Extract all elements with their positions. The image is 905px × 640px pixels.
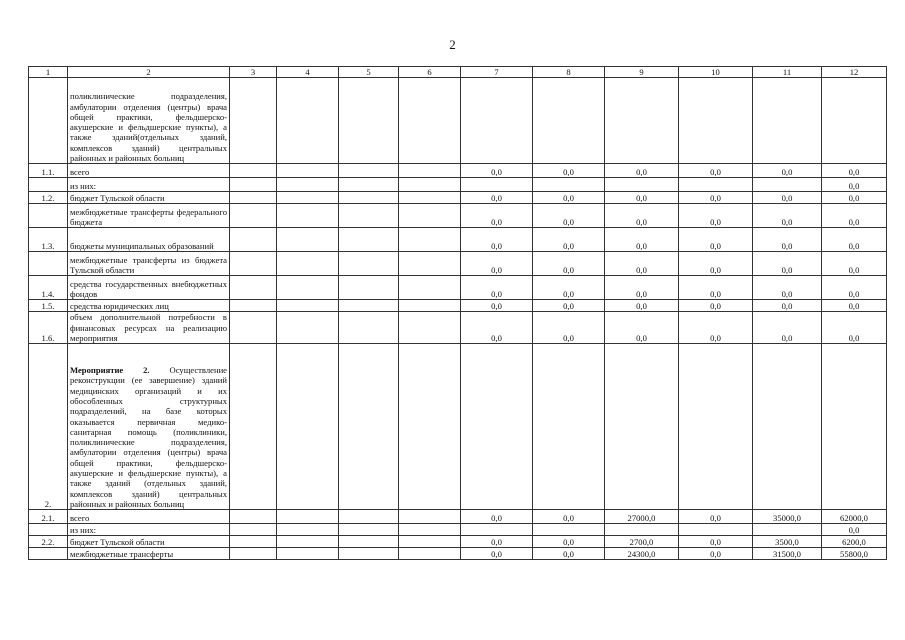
value-cell-v7: 0,0	[461, 164, 533, 178]
row-number	[29, 252, 68, 276]
value-cell-v7: 0,0	[461, 536, 533, 548]
empty-cell	[277, 524, 339, 536]
row-number: 1.2.	[29, 192, 68, 204]
empty-cell	[399, 164, 461, 178]
value-cell-v10: 0,0	[679, 536, 753, 548]
value-cell-v7: 0,0	[461, 204, 533, 228]
empty-cell	[230, 178, 277, 192]
value-cell-v12	[822, 78, 887, 164]
value-cell-v9	[605, 78, 679, 164]
empty-cell	[230, 312, 277, 344]
empty-cell	[339, 300, 399, 312]
empty-cell	[399, 312, 461, 344]
table-row	[29, 524, 887, 536]
row-description	[68, 204, 230, 228]
value-cell-v8: 0,0	[533, 204, 605, 228]
empty-cell	[277, 548, 339, 560]
value-cell-v10	[679, 178, 753, 192]
empty-cell	[230, 524, 277, 536]
value-cell-v12: 0,0	[822, 192, 887, 204]
header-cell: 11	[753, 67, 822, 78]
table-row	[29, 164, 887, 178]
row-description-text: из них:	[70, 181, 97, 191]
row-number: 2.1.	[29, 510, 68, 524]
value-cell-v9: 27000,0	[605, 510, 679, 524]
value-cell-v12: 62000,0	[822, 510, 887, 524]
row-description-text: бюджеты муниципальных образований	[70, 241, 214, 251]
row-description	[68, 548, 230, 560]
empty-cell	[399, 204, 461, 228]
empty-cell	[399, 78, 461, 164]
value-cell-v7: 0,0	[461, 276, 533, 300]
header-cell: 12	[822, 67, 887, 78]
value-cell-v9	[605, 344, 679, 510]
empty-cell	[339, 78, 399, 164]
table-row	[29, 228, 887, 252]
empty-cell	[399, 344, 461, 510]
header-cell: 10	[679, 67, 753, 78]
row-description	[68, 228, 230, 252]
value-cell-v10: 0,0	[679, 312, 753, 344]
empty-cell	[339, 178, 399, 192]
row-description-text: всего	[70, 512, 90, 523]
value-cell-v7	[461, 344, 533, 510]
empty-cell	[277, 276, 339, 300]
empty-cell	[339, 510, 399, 524]
value-cell-v7: 0,0	[461, 312, 533, 344]
row-description-text: межбюджетные трансферты федерального бюджета	[70, 206, 227, 227]
empty-cell	[339, 276, 399, 300]
empty-cell	[230, 300, 277, 312]
header-cell: 1	[29, 67, 68, 78]
value-cell-v11: 0,0	[753, 164, 822, 178]
empty-cell	[230, 78, 277, 164]
row-description-text: Осуществление реконструкции (ее завершение) зданий медицинских организаций и их обособленных структурных подразделений, на базе которых оказывается первичная медико-санитарная помощь (поликлиники, поликлинические подразделения, амбулатории отделения (центры) врача общей практики, фельдшерско-акушерские и фельдшерские пункты), а также зданий (отдельных зданий, комплексов зданий) центральных районных и районных больниц	[70, 365, 227, 509]
row-number: 2.	[29, 344, 68, 510]
row-description	[68, 524, 230, 536]
empty-cell	[339, 192, 399, 204]
value-cell-v8: 0,0	[533, 548, 605, 560]
empty-cell	[399, 178, 461, 192]
empty-cell	[277, 252, 339, 276]
empty-cell	[277, 228, 339, 252]
table-row	[29, 548, 887, 560]
page-number: 2	[449, 37, 456, 52]
value-cell-v8	[533, 344, 605, 510]
row-number: 1.3.	[29, 228, 68, 252]
row-number: 1.4.	[29, 276, 68, 300]
value-cell-v8	[533, 78, 605, 164]
value-cell-v11: 0,0	[753, 228, 822, 252]
value-cell-v12: 0,0	[822, 524, 887, 536]
empty-cell	[399, 524, 461, 536]
row-number: 1.1.	[29, 164, 68, 178]
empty-cell	[399, 192, 461, 204]
value-cell-v10: 0,0	[679, 510, 753, 524]
table-row	[29, 344, 887, 510]
value-cell-v10	[679, 78, 753, 164]
row-number: 1.6.	[29, 312, 68, 344]
row-description	[68, 344, 230, 510]
header-cell: 9	[605, 67, 679, 78]
value-cell-v7	[461, 178, 533, 192]
row-description-text: бюджет Тульской области	[70, 193, 165, 203]
empty-cell	[230, 164, 277, 178]
empty-cell	[399, 548, 461, 560]
empty-cell	[230, 536, 277, 548]
value-cell-v11: 35000,0	[753, 510, 822, 524]
header-row	[29, 67, 887, 78]
header-cell: 7	[461, 67, 533, 78]
value-cell-v10: 0,0	[679, 276, 753, 300]
table-row	[29, 536, 887, 548]
row-description-text: всего	[70, 167, 90, 177]
row-description-text: бюджет Тульской области	[70, 536, 165, 547]
empty-cell	[339, 536, 399, 548]
empty-cell	[339, 252, 399, 276]
value-cell-v9: 0,0	[605, 228, 679, 252]
value-cell-v12: 0,0	[822, 178, 887, 192]
value-cell-v12: 6200,0	[822, 536, 887, 548]
value-cell-v10: 0,0	[679, 548, 753, 560]
row-description	[68, 536, 230, 548]
empty-cell	[277, 192, 339, 204]
value-cell-v9: 0,0	[605, 204, 679, 228]
value-cell-v11	[753, 78, 822, 164]
empty-cell	[339, 204, 399, 228]
value-cell-v8: 0,0	[533, 192, 605, 204]
value-cell-v12: 0,0	[822, 312, 887, 344]
value-cell-v10: 0,0	[679, 228, 753, 252]
header-cell: 6	[399, 67, 461, 78]
empty-cell	[339, 524, 399, 536]
empty-cell	[230, 204, 277, 228]
empty-cell	[277, 204, 339, 228]
value-cell-v8: 0,0	[533, 300, 605, 312]
value-cell-v9: 0,0	[605, 300, 679, 312]
value-cell-v7: 0,0	[461, 510, 533, 524]
value-cell-v11: 0,0	[753, 312, 822, 344]
value-cell-v12: 55800,0	[822, 548, 887, 560]
value-cell-v8: 0,0	[533, 276, 605, 300]
value-cell-v12: 0,0	[822, 276, 887, 300]
header-cell: 3	[230, 67, 277, 78]
row-description	[68, 312, 230, 344]
value-cell-v9: 0,0	[605, 312, 679, 344]
empty-cell	[277, 178, 339, 192]
empty-cell	[277, 78, 339, 164]
empty-cell	[277, 164, 339, 178]
value-cell-v8	[533, 524, 605, 536]
header-cell: 2	[68, 67, 230, 78]
row-number	[29, 524, 68, 536]
row-description	[68, 78, 230, 164]
value-cell-v10: 0,0	[679, 252, 753, 276]
table-row	[29, 178, 887, 192]
value-cell-v11: 0,0	[753, 300, 822, 312]
empty-cell	[399, 300, 461, 312]
row-description	[68, 510, 230, 524]
value-cell-v8: 0,0	[533, 252, 605, 276]
value-cell-v7: 0,0	[461, 228, 533, 252]
empty-cell	[230, 344, 277, 510]
empty-cell	[230, 228, 277, 252]
value-cell-v11: 0,0	[753, 276, 822, 300]
value-cell-v11: 0,0	[753, 204, 822, 228]
row-description-text: объем дополнительной потребности в финансовых ресурсах на реализацию мероприятия	[70, 312, 227, 343]
value-cell-v7	[461, 524, 533, 536]
value-cell-v9: 0,0	[605, 164, 679, 178]
value-cell-v9: 0,0	[605, 192, 679, 204]
empty-cell	[399, 276, 461, 300]
empty-cell	[230, 192, 277, 204]
empty-cell	[230, 252, 277, 276]
row-number: 2.2.	[29, 536, 68, 548]
value-cell-v12: 0,0	[822, 252, 887, 276]
empty-cell	[230, 510, 277, 524]
value-cell-v8: 0,0	[533, 228, 605, 252]
table-row	[29, 510, 887, 524]
row-number	[29, 178, 68, 192]
header-cell: 8	[533, 67, 605, 78]
row-description-bold: Мероприятие 2.	[70, 365, 150, 376]
value-cell-v11	[753, 178, 822, 192]
row-description-text: средства государственных внебюджетных фондов	[70, 278, 227, 299]
value-cell-v10: 0,0	[679, 300, 753, 312]
value-cell-v7: 0,0	[461, 548, 533, 560]
row-description-text: межбюджетные трансферты	[70, 548, 174, 559]
value-cell-v9: 0,0	[605, 276, 679, 300]
row-description	[68, 300, 230, 312]
value-cell-v12: 0,0	[822, 204, 887, 228]
empty-cell	[277, 536, 339, 548]
value-cell-v7: 0,0	[461, 300, 533, 312]
budget-table	[28, 66, 887, 560]
empty-cell	[277, 510, 339, 524]
row-description	[68, 192, 230, 204]
row-description	[68, 252, 230, 276]
value-cell-v10: 0,0	[679, 164, 753, 178]
empty-cell	[399, 510, 461, 524]
row-number: 1.5.	[29, 300, 68, 312]
empty-cell	[399, 228, 461, 252]
table-row	[29, 204, 887, 228]
value-cell-v12: 0,0	[822, 228, 887, 252]
table-row	[29, 300, 887, 312]
row-description-text: поликлинические подразделения, амбулатории отделения (центры) врача общей практики, фельдшерско-акушерские и фельдшерские пункты), а также зданий(отдельных зданий, комплексов зданий) центральных районных и районных больниц	[70, 91, 227, 163]
value-cell-v8: 0,0	[533, 164, 605, 178]
row-description	[68, 276, 230, 300]
value-cell-v10: 0,0	[679, 204, 753, 228]
value-cell-v9: 0,0	[605, 252, 679, 276]
table-row	[29, 276, 887, 300]
value-cell-v11: 0,0	[753, 252, 822, 276]
row-number	[29, 204, 68, 228]
value-cell-v9: 2700,0	[605, 536, 679, 548]
empty-cell	[339, 344, 399, 510]
row-number	[29, 548, 68, 560]
empty-cell	[339, 548, 399, 560]
table-row	[29, 78, 887, 164]
value-cell-v9	[605, 178, 679, 192]
value-cell-v10	[679, 524, 753, 536]
header-cell: 4	[277, 67, 339, 78]
header-cell: 5	[339, 67, 399, 78]
empty-cell	[339, 312, 399, 344]
value-cell-v11	[753, 344, 822, 510]
value-cell-v11	[753, 524, 822, 536]
value-cell-v11: 31500,0	[753, 548, 822, 560]
value-cell-v12	[822, 344, 887, 510]
value-cell-v12: 0,0	[822, 300, 887, 312]
value-cell-v10: 0,0	[679, 192, 753, 204]
row-description	[68, 164, 230, 178]
value-cell-v9	[605, 524, 679, 536]
value-cell-v8	[533, 178, 605, 192]
value-cell-v9: 24300,0	[605, 548, 679, 560]
empty-cell	[277, 300, 339, 312]
value-cell-v8: 0,0	[533, 536, 605, 548]
empty-cell	[399, 536, 461, 548]
row-number	[29, 78, 68, 164]
table-row	[29, 312, 887, 344]
value-cell-v7: 0,0	[461, 192, 533, 204]
row-description	[68, 178, 230, 192]
value-cell-v10	[679, 344, 753, 510]
empty-cell	[230, 276, 277, 300]
row-description-text: межбюджетные трансферты из бюджета Тульской области	[70, 254, 227, 275]
value-cell-v12: 0,0	[822, 164, 887, 178]
value-cell-v11: 0,0	[753, 192, 822, 204]
row-description-text: средства юридических лиц	[70, 301, 169, 311]
empty-cell	[277, 344, 339, 510]
empty-cell	[399, 252, 461, 276]
value-cell-v8: 0,0	[533, 510, 605, 524]
value-cell-v7: 0,0	[461, 252, 533, 276]
value-cell-v8: 0,0	[533, 312, 605, 344]
value-cell-v11: 3500,0	[753, 536, 822, 548]
empty-cell	[277, 312, 339, 344]
empty-cell	[339, 164, 399, 178]
row-description-text: из них:	[70, 524, 97, 535]
empty-cell	[339, 228, 399, 252]
value-cell-v7	[461, 78, 533, 164]
empty-cell	[230, 548, 277, 560]
table-row	[29, 252, 887, 276]
table-row	[29, 192, 887, 204]
